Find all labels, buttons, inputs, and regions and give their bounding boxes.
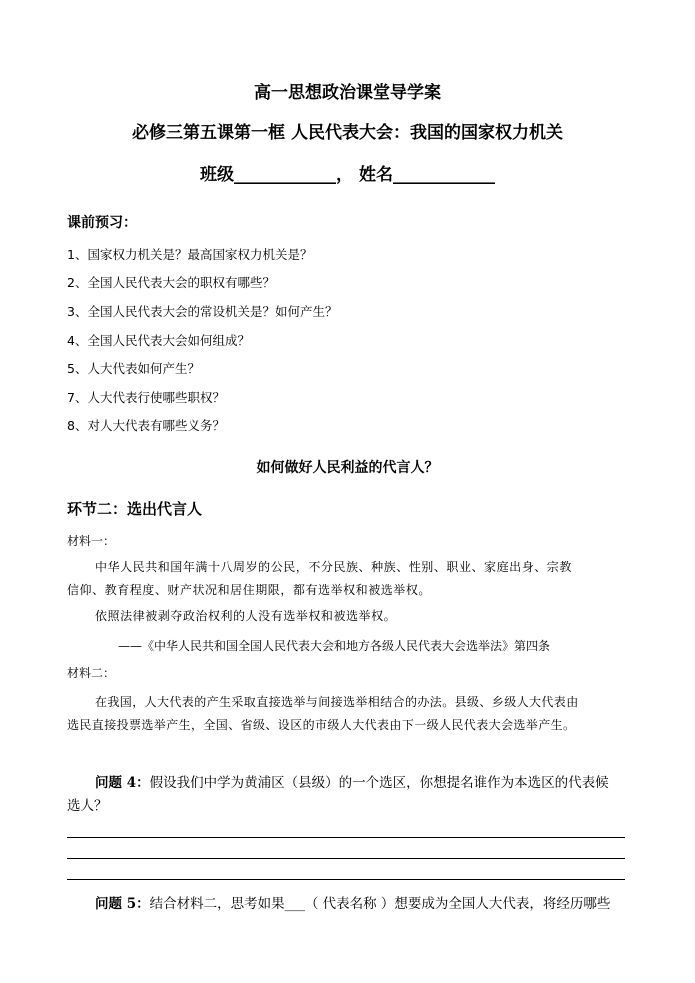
preview-heading: 课前预习： — [67, 215, 137, 231]
question-5-label: 问题 5： — [95, 896, 150, 912]
page-title: 高一思想政治课堂导学案 — [254, 83, 441, 103]
page-subtitle: 必修三第五课第一框 人民代表大会：我国的国家权力机关 — [132, 123, 563, 143]
preview-item: 2、全国人民代表大会的职权有哪些？ — [67, 275, 275, 290]
name-label: 姓名 — [358, 165, 393, 185]
question-4-text: 假设我们中学为黄浦区（县级）的一个选区，你想提名谁作为本选区的代表候 — [149, 775, 609, 791]
preview-item: 3、全国人民代表大会的常设机关是？如何产生？ — [67, 304, 338, 319]
material1-paragraph: 信仰、教育程度、财产状况和居住期限，都有选举权和被选举权。 — [67, 583, 431, 597]
section2-heading: 环节二：选出代言人 — [67, 500, 203, 518]
class-blank: ____________ — [234, 165, 337, 185]
separator: ， — [336, 165, 354, 185]
material2-paragraph: 选民直接投票选举产生，全国、省级、设区的市级人大代表由下一级人民代表大会选举产生。 — [67, 718, 576, 732]
preview-item: 4、全国人民代表大会如何组成？ — [67, 333, 250, 348]
answer-line[interactable] — [67, 837, 625, 838]
question-4 — [95, 771, 609, 791]
preview-item: 7、人大代表行使哪些职权？ — [67, 390, 225, 405]
material2-paragraph: 在我国，人大代表的产生采取直接选举与间接选举相结合的办法。县级、乡级人大代表由 — [95, 695, 579, 709]
question-5-text: 结合材料二，思考如果___（ 代表名称 ）想要成为全国人大代表，将经历哪些 — [149, 896, 611, 912]
class-name-line — [0, 160, 695, 185]
preview-item: 1、国家权力机关是？最高国家权力机关是？ — [67, 247, 313, 262]
material1-paragraph: 依照法律被剥夺政治权利的人没有选举权和被选举权。 — [95, 609, 397, 623]
material2-label: 材料二： — [67, 666, 116, 680]
answer-line[interactable] — [67, 858, 625, 859]
material1-paragraph: 中华人民共和国年满十八周岁的公民，不分民族、种族、性别、职业、家庭出身、宗教 — [95, 560, 572, 574]
class-label: 班级 — [200, 165, 235, 185]
answer-line[interactable] — [67, 879, 625, 880]
question-5 — [95, 892, 610, 912]
preview-item: 8、对人大代表有哪些义务？ — [67, 418, 225, 433]
question-4-text-cont: 选人？ — [67, 798, 108, 814]
name-blank: ____________ — [392, 165, 495, 185]
question-4-label: 问题 4： — [95, 775, 150, 791]
preview-item: 5、人大代表如何产生？ — [67, 361, 200, 376]
material1-source: ——《中华人民共和国全国人民代表大会和地方各级人民代表大会选举法》第四条 — [118, 639, 551, 653]
section-title: 如何做好人民利益的代言人？ — [256, 460, 439, 476]
material1-label: 材料一： — [67, 534, 116, 548]
